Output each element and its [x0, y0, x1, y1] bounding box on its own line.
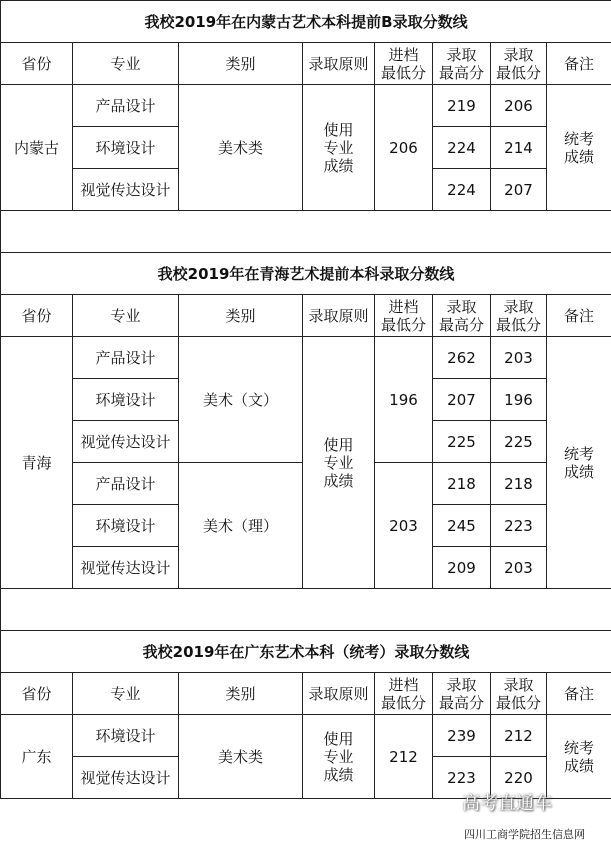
min-cell: 207: [491, 169, 547, 211]
min-cell: 196: [491, 379, 547, 421]
header-max: 录取 最高分: [433, 295, 491, 337]
max-cell: 225: [433, 421, 491, 463]
header-min: 录取 最低分: [491, 43, 547, 85]
max-cell: 239: [433, 715, 491, 757]
max-cell: 218: [433, 463, 491, 505]
header-max: 录取 最高分: [433, 43, 491, 85]
header-category: 类别: [179, 673, 303, 715]
remark-cell: 统考 成绩: [547, 715, 611, 799]
major-cell: 产品设计: [73, 337, 179, 379]
header-remark: 备注: [547, 295, 611, 337]
max-cell: 224: [433, 127, 491, 169]
province-cell: 广东: [1, 715, 73, 799]
header-province: 省份: [1, 295, 73, 337]
max-cell: 209: [433, 547, 491, 589]
remark-cell: 统考 成绩: [547, 85, 611, 211]
control-min-cell: 196: [375, 337, 433, 463]
province-cell: 青海: [1, 337, 73, 589]
min-cell: 218: [491, 463, 547, 505]
header-row: [1, 43, 611, 85]
header-principle: 录取原则: [303, 43, 375, 85]
major-cell: 视觉传达设计: [73, 169, 179, 211]
section-title-qinghai: 我校2019年在青海艺术提前本科录取分数线: [1, 253, 611, 295]
section-title-neimenggu: 我校2019年在内蒙古艺术本科提前B录取分数线: [1, 1, 611, 43]
control-min-cell: 212: [375, 715, 433, 799]
header-major: 专业: [73, 295, 179, 337]
min-cell: 214: [491, 127, 547, 169]
control-min-cell: 203: [375, 463, 433, 589]
max-cell: 262: [433, 337, 491, 379]
remark-cell: 统考 成绩: [547, 337, 611, 589]
min-cell: 225: [491, 421, 547, 463]
spacer-row: [1, 589, 611, 631]
min-cell: 203: [491, 337, 547, 379]
category-cell: 美术类: [179, 85, 303, 211]
header-min: 录取 最低分: [491, 295, 547, 337]
major-cell: 环境设计: [73, 715, 179, 757]
section-title-guangdong: 我校2019年在广东艺术本科（统考）录取分数线: [1, 631, 611, 673]
province-cell: 内蒙古: [1, 85, 73, 211]
header-province: 省份: [1, 673, 73, 715]
major-cell: 产品设计: [73, 463, 179, 505]
major-cell: 产品设计: [73, 85, 179, 127]
control-min-cell: 206: [375, 85, 433, 211]
max-cell: 245: [433, 505, 491, 547]
header-row: [1, 673, 611, 715]
header-max: 录取 最高分: [433, 673, 491, 715]
header-row: [1, 295, 611, 337]
major-cell: 视觉传达设计: [73, 547, 179, 589]
header-principle: 录取原则: [303, 673, 375, 715]
min-cell: 220: [491, 757, 547, 799]
min-cell: 206: [491, 85, 547, 127]
header-province: 省份: [1, 43, 73, 85]
min-cell: 223: [491, 505, 547, 547]
header-principle: 录取原则: [303, 295, 375, 337]
min-cell: 212: [491, 715, 547, 757]
principle-cell: 使用 专业 成绩: [303, 85, 375, 211]
header-remark: 备注: [547, 43, 611, 85]
category-cell: 美术（理）: [179, 463, 303, 589]
principle-cell: 使用 专业 成绩: [303, 715, 375, 799]
principle-cell: 使用 专业 成绩: [303, 337, 375, 589]
header-min: 录取 最低分: [491, 673, 547, 715]
max-cell: 223: [433, 757, 491, 799]
header-category: 类别: [179, 295, 303, 337]
category-cell: 美术类: [179, 715, 303, 799]
major-cell: 视觉传达设计: [73, 757, 179, 799]
min-cell: 203: [491, 547, 547, 589]
header-control-min: 进档 最低分: [375, 43, 433, 85]
major-cell: 环境设计: [73, 127, 179, 169]
table-row: [1, 337, 611, 379]
major-cell: 视觉传达设计: [73, 421, 179, 463]
max-cell: 224: [433, 169, 491, 211]
header-remark: 备注: [547, 673, 611, 715]
category-cell: 美术（文）: [179, 337, 303, 463]
watermark-source: 四川工商学院招生信息网: [464, 826, 585, 842]
header-major: 专业: [73, 673, 179, 715]
table-row: [1, 85, 611, 127]
spacer-row: [1, 211, 611, 253]
max-cell: 207: [433, 379, 491, 421]
table-row: [1, 715, 611, 757]
watermark-text: 高考直通车: [462, 789, 552, 815]
header-control-min: 进档 最低分: [375, 295, 433, 337]
major-cell: 环境设计: [73, 379, 179, 421]
header-category: 类别: [179, 43, 303, 85]
major-cell: 环境设计: [73, 505, 179, 547]
max-cell: 219: [433, 85, 491, 127]
header-control-min: 进档 最低分: [375, 673, 433, 715]
header-major: 专业: [73, 43, 179, 85]
